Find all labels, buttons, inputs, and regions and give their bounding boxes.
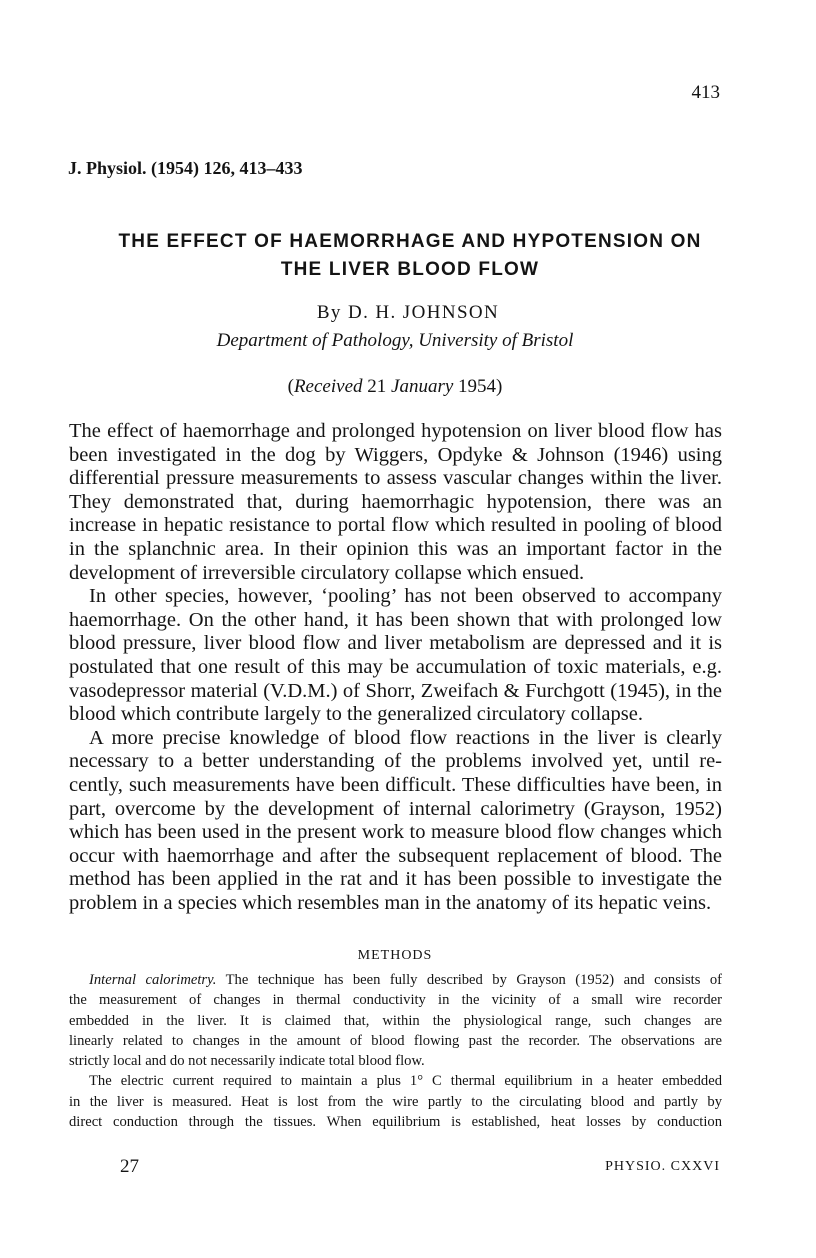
text-line: differential pressure measurements to assess vascular changes within the liver. (69, 467, 722, 490)
title-line: THE EFFECT OF HAEMORRHAGE AND HYPOTENSION ON (118, 231, 702, 252)
text-line: development of irreversible circulatory collapse which ensued. (69, 561, 585, 584)
text-line: increase in hepatic resistance to portal flow which resulted in pooling of blood (69, 514, 722, 537)
affiliation: Department of Pathology, University of Bristol (216, 330, 574, 351)
received-date: (Received 21 January 1954) (287, 376, 503, 397)
methods-section (69, 970, 722, 1132)
text-line: in the liver is measured. Heat is lost from the wire partly to the circulating blood and partly by (69, 1093, 722, 1110)
text-line: The electric current required to maintain a plus 1° C thermal equilibrium in a heater embedded (89, 1073, 722, 1090)
paragraph-2 (69, 585, 722, 727)
text-line: strictly local and do not necessarily indicate total blood flow. (69, 1053, 425, 1070)
text-line: the measurement of changes in thermal conductivity in the vicinity of a small wire recorder (69, 992, 722, 1009)
text-line: problem in a species which resembles man in the anatomy of its hepatic veins. (69, 891, 712, 914)
introduction (69, 420, 722, 915)
text-line: postulated that one result of this may be accumulation of toxic materials, e.g. (69, 655, 722, 678)
text-line: vasodepressor material (V.D.M.) of Shorr, Zweifach & Furchgott (1945), in the (69, 679, 722, 702)
article-title (60, 228, 760, 284)
text-line: haemorrhage. On the other hand, it has been shown that with prolonged low (69, 608, 722, 631)
text-line: linearly related to changes in the amount of blood flowing past the recorder. The observations are (69, 1032, 722, 1049)
text-line: Internal calorimetry. The technique has been fully described by Grayson (1952) and consists of (89, 972, 722, 988)
text-line: blood which contribute largely to the generalized circulatory collapse. (69, 703, 643, 726)
text-line: part, overcome by the development of internal calorimetry (Grayson, 1952) (69, 797, 722, 820)
text-line: cently, such measurements have been difficult. These difficulties have been, in (69, 773, 722, 796)
text-line: necessary to a better understanding of the problems involved yet, until re- (69, 750, 722, 773)
paragraph-1 (69, 420, 722, 585)
text-line: in the splanchnic area. In their opinion this was an important factor in the (69, 537, 722, 560)
text-line: The effect of haemorrhage and prolonged hypotension on liver blood flow has (69, 420, 722, 442)
methods-paragraph-1 (69, 970, 722, 1071)
text-line: They demonstrated that, during haemorrhagic hypotension, there was an (69, 490, 722, 513)
text-line: In other species, however, ‘pooling’ has not been observed to accompany (89, 585, 722, 608)
text-line: method has been applied in the rat and it has been possible to investigate the (69, 868, 722, 891)
methods-paragraph-2 (69, 1071, 722, 1132)
text-line: which has been used in the present work to measure blood flow changes which (69, 821, 722, 844)
page-number: 413 (691, 82, 720, 103)
methods-heading: METHODS (357, 948, 433, 963)
author: By D. H. JOHNSON (316, 302, 500, 323)
subsection-label: Internal calorimetry. (89, 972, 217, 988)
title-line: THE LIVER BLOOD FLOW (280, 259, 540, 280)
text-line: occur with haemorrhage and after the subsequent replacement of blood. The (69, 844, 722, 867)
paragraph-3 (69, 727, 722, 916)
journal-citation: J. Physiol. (1954) 126, 413–433 (68, 158, 303, 178)
text-line: embedded in the liver. It is claimed that, within the physiological range, such changes are (69, 1012, 722, 1029)
text-line: A more precise knowledge of blood flow reactions in the liver is clearly (89, 726, 722, 749)
signature-number: 27 (120, 1156, 139, 1177)
text-line: blood pressure, liver blood flow and liver metabolism are depressed and it is (69, 632, 722, 655)
text-line: been investigated in the dog by Wiggers, Opdyke & Johnson (1946) using (69, 443, 722, 466)
journal-volume-footer: PHYSIO. CXXVI (605, 1159, 720, 1174)
text-line: direct conduction through the tissues. When equilibrium is established, heat losses by conduction (69, 1114, 722, 1131)
